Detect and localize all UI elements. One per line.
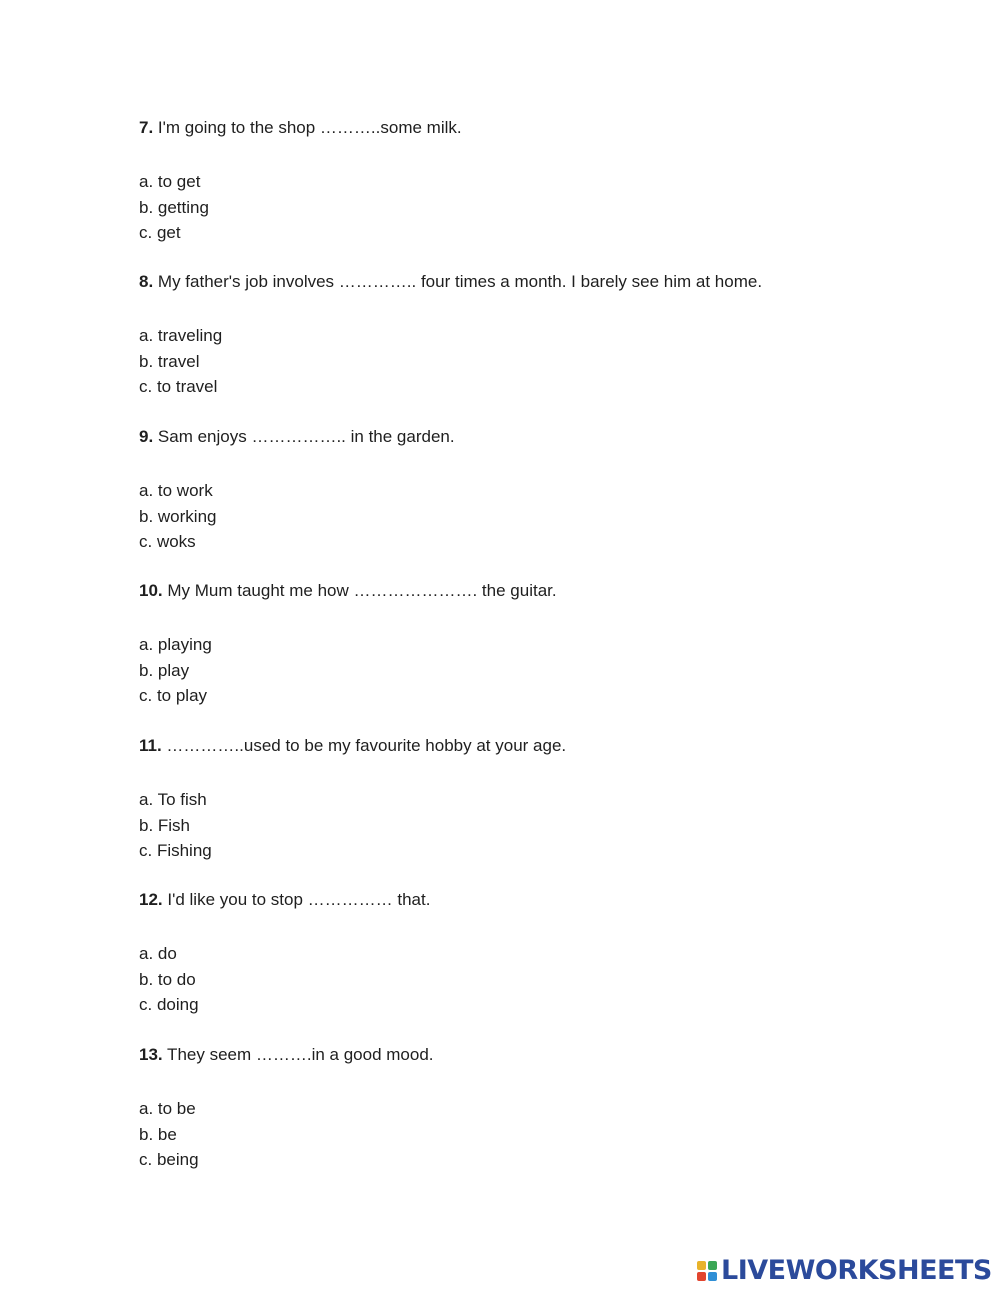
question-9 [139,426,959,555]
question-prompt [139,271,959,293]
option-a[interactable]: a. to get [139,172,201,191]
question-text: I'd like you to stop …………… that. [162,890,431,909]
question-prompt [139,580,959,602]
question-prompt [139,117,959,139]
option-b[interactable]: b. to do [139,969,196,989]
question-number: 10. [139,581,163,600]
option-b[interactable]: b. play [139,660,190,680]
option-b[interactable]: b. Fish [139,815,191,835]
answer-options [139,941,959,1018]
option-a[interactable]: a. to work [139,481,213,500]
option-c[interactable]: c. doing [139,995,199,1015]
question-text: I'm going to the shop ………..some milk. [153,118,462,137]
answer-options [139,169,959,246]
option-c[interactable]: c. Fishing [139,841,212,861]
option-b[interactable]: b. travel [139,351,200,371]
logo-square-1 [697,1261,706,1270]
liveworksheets-logo [697,1256,992,1286]
question-prompt [139,735,959,757]
question-text: …………..used to be my favourite hobby at your age. [161,736,567,755]
option-a[interactable]: a. To fish [139,790,207,809]
question-number: 11. [139,736,162,755]
option-c[interactable]: c. get [139,223,181,243]
option-a[interactable]: a. playing [139,635,212,654]
question-8 [139,271,959,400]
option-c[interactable]: c. to travel [139,377,218,397]
question-text: Sam enjoys …………….. in the garden. [153,427,455,446]
question-10 [139,580,959,709]
answer-options [139,632,959,709]
option-b[interactable]: b. be [139,1124,177,1144]
question-prompt [139,1044,959,1066]
question-number: 13. [139,1045,163,1064]
option-c[interactable]: c. to play [139,686,208,706]
question-7 [139,117,959,246]
logo-square-3 [697,1272,706,1281]
logo-square-2 [708,1261,717,1270]
option-c[interactable]: c. being [139,1150,199,1170]
question-number: 7. [139,118,154,137]
question-number: 8. [139,272,154,291]
question-11 [139,735,959,864]
answer-options [139,787,959,864]
logo-mark-icon [697,1261,717,1281]
option-a[interactable]: a. to be [139,1099,196,1118]
option-c[interactable]: c. woks [139,532,196,552]
option-b[interactable]: b. working [139,506,217,526]
question-text: My Mum taught me how …………………. the guitar. [162,581,557,600]
logo-square-4 [708,1272,717,1281]
question-prompt [139,889,959,911]
option-b[interactable]: b. getting [139,197,209,217]
option-a[interactable]: a. do [139,944,177,963]
question-prompt [139,426,959,448]
question-13 [139,1044,959,1173]
question-text: My father's job involves ………….. four times a month. I barely see him at home. [153,272,763,291]
question-number: 9. [139,427,154,446]
answer-options [139,478,959,555]
question-number: 12. [139,890,163,909]
answer-options [139,1096,959,1173]
question-text: They seem ……….in a good mood. [162,1045,434,1064]
answer-options [139,323,959,400]
logo-text: LIVEWORKSHEETS [721,1255,992,1286]
question-12 [139,889,959,1018]
option-a[interactable]: a. traveling [139,326,223,345]
